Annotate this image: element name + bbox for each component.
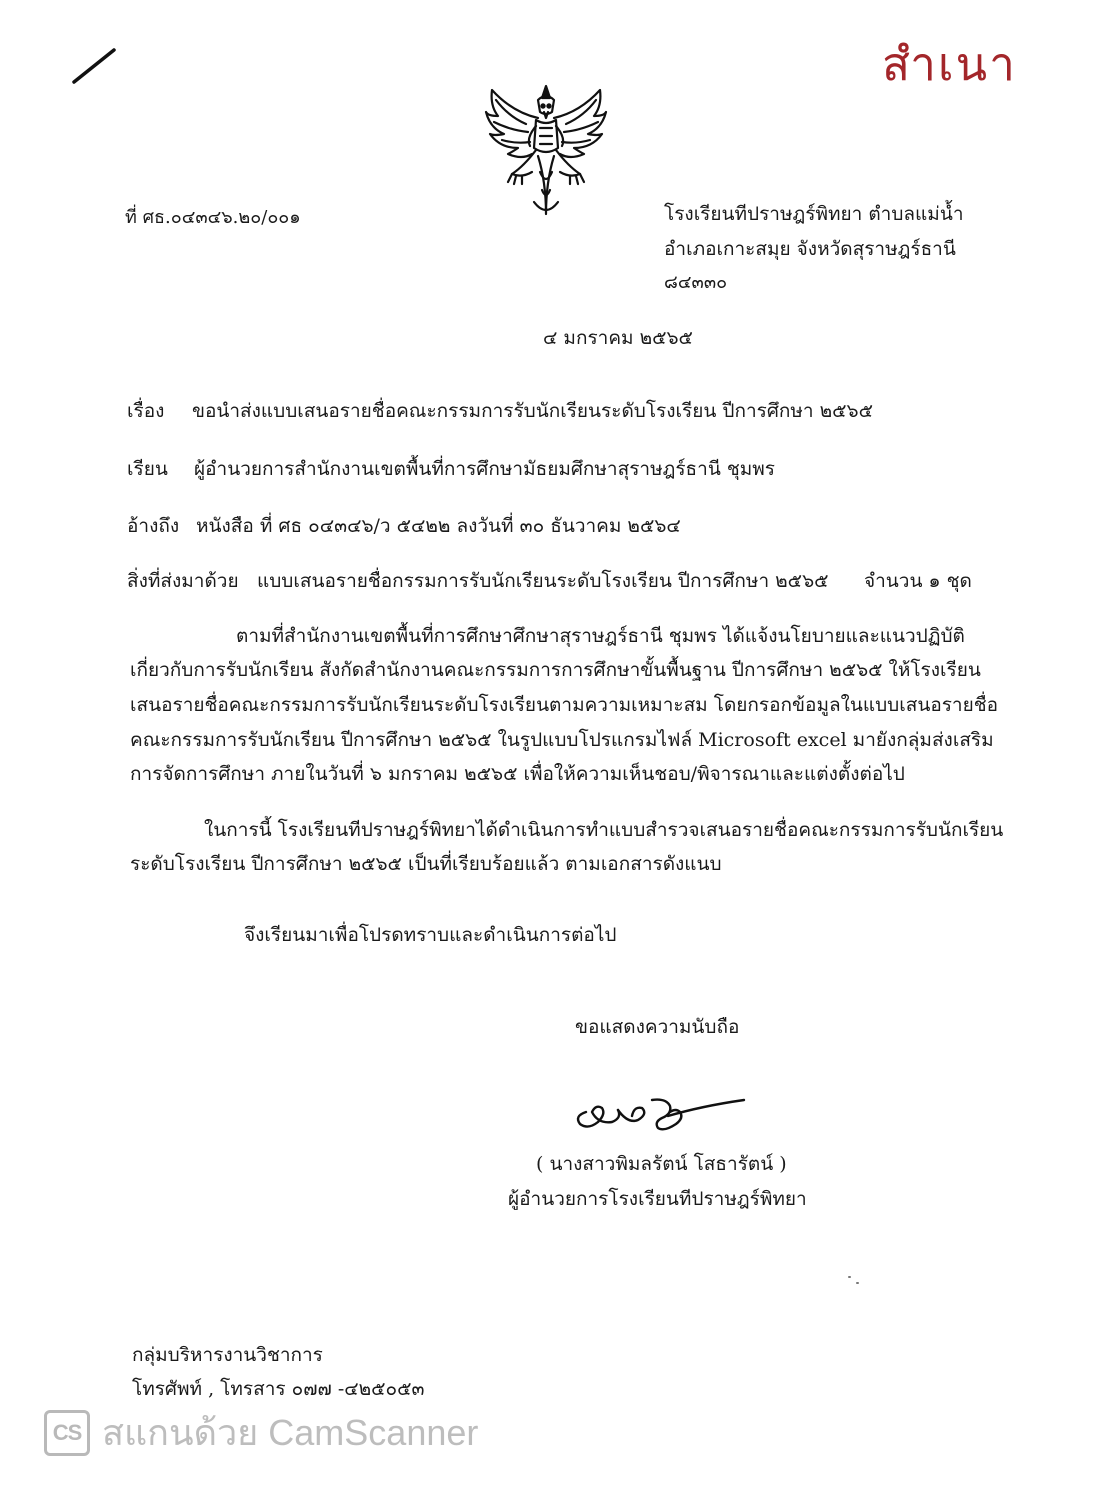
body-text-line: ในการนี้ โรงเรียนทีปราษฎร์พิทยาได้ดำเนินการทำแบบสำรวจเสนอรายชื่อคณะกรรมการรับนักเรียน <box>204 819 1004 841</box>
scan-mark <box>70 46 118 86</box>
garuda-emblem-icon <box>482 82 610 224</box>
signer-name: ( นางสาวพิมลรัตน์ โสธารัตน์ ) <box>536 1153 787 1175</box>
body-text-line: เกี่ยวกับการรับนักเรียน สังกัดสำนักงานคณะกรรมการการศึกษาขั้นพื้นฐาน ปีการศึกษา ๒๕๖๕ ให้โรงเรียน <box>130 659 981 681</box>
copy-stamp: สำเนา <box>882 37 1017 91</box>
camscanner-text: สแกนด้วย CamScanner <box>102 1412 479 1453</box>
reference-value: หนังสือ ที่ ศธ ๐๔๓๔๖/ว ๕๔๒๒ ลงวันที่ ๓๐ ธันวาคม ๒๕๖๔ <box>196 515 681 537</box>
sender-address-line: อำเภอเกาะสมุย จังหวัดสุราษฎร์ธานี <box>664 238 956 260</box>
subject-label: เรื่อง <box>127 400 165 422</box>
body-text-line: ระดับโรงเรียน ปีการศึกษา ๒๕๖๕ เป็นที่เรียบร้อยแล้ว ตามเอกสารดังแนบ <box>130 853 722 875</box>
document-date: ๔ มกราคม ๒๕๖๕ <box>543 327 693 349</box>
handwritten-signature <box>572 1094 748 1134</box>
camscanner-logo-icon <box>44 1410 90 1456</box>
subject-value: ขอนำส่งแบบเสนอรายชื่อคณะกรรมการรับนักเรียนระดับโรงเรียน ปีการศึกษา ๒๕๖๕ <box>192 400 873 422</box>
body-text-line: เสนอรายชื่อคณะกรรมการรับนักเรียนระดับโรงเรียนตามความเหมาะสม โดยกรอกข้อมูลในแบบเสนอรายชื่อ <box>130 694 999 716</box>
closing-sentence: จึงเรียนมาเพื่อโปรดทราบและดำเนินการต่อไป <box>244 924 617 946</box>
body-text-line: คณะกรรมการรับนักเรียน ปีการศึกษา ๒๕๖๕ ในรูปแบบโปรแกรมไฟล์ Microsoft excel มายังกลุ่มส่งเสริม <box>130 729 994 751</box>
body-text-line: การจัดการศึกษา ภายในวันที่ ๖ มกราคม ๒๕๖๕ เพื่อให้ความเห็นชอบ/พิจารณาและแต่งตั้งต่อไป <box>130 763 905 785</box>
camscanner-logo-text: CS <box>52 1420 82 1445</box>
camscanner-watermark <box>44 1408 478 1458</box>
enclosure-label: สิ่งที่ส่งมาด้วย <box>127 570 239 592</box>
department-name: กลุ่มบริหารงานวิชาการ <box>132 1344 323 1366</box>
contact-phone: โทรศัพท์ , โทรสาร ๐๗๗ -๔๒๕๐๕๓ <box>132 1378 425 1400</box>
recipient-label: เรียน <box>127 458 168 480</box>
complimentary-close: ขอแสดงความนับถือ <box>575 1016 740 1038</box>
scan-speck <box>848 1276 851 1278</box>
reference-label: อ้างถึง <box>127 515 180 537</box>
enclosure-quantity: จำนวน ๑ ชุด <box>864 570 972 592</box>
signer-title: ผู้อำนวยการโรงเรียนทีปราษฎร์พิทยา <box>508 1188 807 1210</box>
scan-speck <box>856 1282 859 1284</box>
enclosure-value: แบบเสนอรายชื่อกรรมการรับนักเรียนระดับโรงเรียน ปีการศึกษา ๒๕๖๕ <box>257 570 829 592</box>
sender-address-line: โรงเรียนทีปราษฎร์พิทยา ตำบลแม่น้ำ <box>664 203 964 225</box>
reference-number: ที่ ศธ.๐๔๓๔๖.๒๐/๐๐๑ <box>125 207 301 228</box>
recipient-value: ผู้อำนวยการสำนักงานเขตพื้นที่การศึกษามัธยมศึกษาสุราษฎร์ธานี ชุมพร <box>194 458 776 480</box>
sender-postcode: ๘๔๓๓๐ <box>664 272 728 293</box>
body-text-line: ตามที่สำนักงานเขตพื้นที่การศึกษาศึกษาสุราษฎร์ธานี ชุมพร ได้แจ้งนโยบายและแนวปฏิบัติ <box>236 625 965 647</box>
